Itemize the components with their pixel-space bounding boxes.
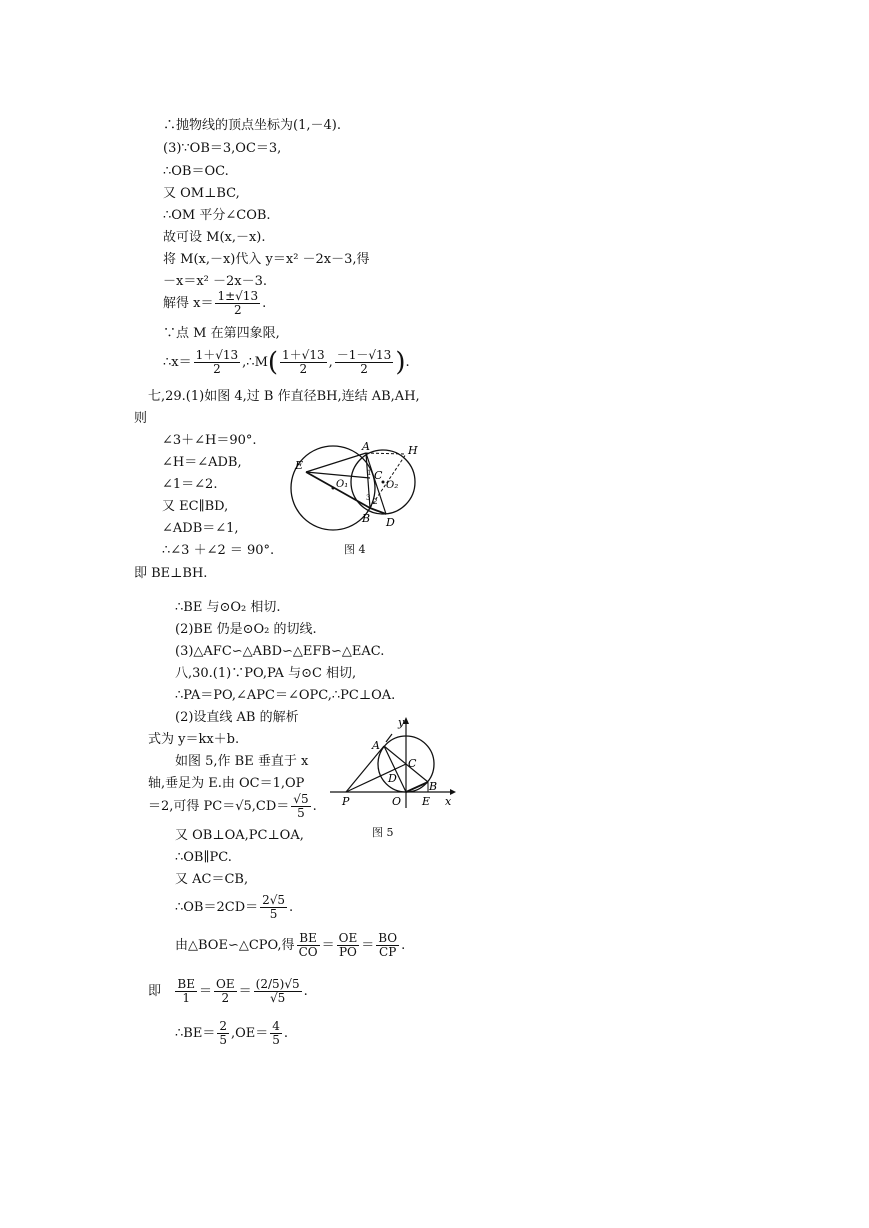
numerator: 1＋√13 [282, 348, 325, 362]
denominator: 2 [233, 303, 242, 317]
denominator: 2 [360, 362, 368, 376]
text-segment: . [312, 799, 317, 814]
text-line-pc-cd [148, 792, 317, 822]
text-line: 七,29.(1)如图 4,过 B 作直径BH,连结 AB,AH, [148, 389, 420, 404]
text-line: 将 M(x,－x)代入 y＝x² －2x－3,得 [163, 252, 370, 267]
numerator: 2√5 [262, 893, 286, 907]
text-segment: ,∴M [242, 355, 268, 370]
denominator: CP [379, 945, 397, 959]
text-segment: 解得 x＝ [163, 296, 214, 311]
angle-label-3: 3 [366, 494, 371, 502]
angle-label-1: 1 [367, 469, 372, 477]
figure-4-caption: 图 4 [344, 543, 366, 556]
denominator: 5 [297, 806, 305, 820]
numerator: BO [378, 931, 398, 945]
label-h: H [408, 444, 418, 457]
fraction [337, 932, 360, 959]
label-b: B [429, 780, 438, 793]
center-o1-dot [332, 487, 335, 490]
text-line: －x＝x² －2x－3. [163, 274, 268, 289]
numerator: √5 [293, 792, 309, 806]
label-y: y [398, 716, 405, 729]
text-line: 式为 y＝kx＋b. [148, 732, 240, 747]
denominator: PO [338, 945, 357, 959]
text-line: 轴,垂足为 E.由 OC＝1,OP [148, 776, 305, 791]
numerator: OE [216, 977, 235, 991]
text-segment: ,OE＝ [230, 1026, 269, 1041]
text-segment: ＝2,可得 PC＝√5,CD＝ [148, 799, 290, 814]
text-line: 则 [134, 411, 148, 426]
denominator: 5 [272, 1033, 280, 1047]
text-segment: . [401, 938, 406, 953]
text-line: ∠3＋∠H＝90°. [162, 433, 257, 448]
denominator: 5 [269, 907, 278, 921]
angle-label-2: 2 [373, 498, 378, 506]
text-line-result [175, 1018, 288, 1050]
fraction [270, 1020, 282, 1047]
fraction [217, 1020, 229, 1047]
figure-5-caption: 图 5 [372, 826, 394, 839]
denominator: 2 [299, 362, 308, 376]
segment-pc [346, 764, 406, 792]
text-line: 又 AC＝CB, [175, 872, 249, 887]
text-line: ∴∠3 ＋∠2 ＝ 90°. [162, 543, 275, 558]
numerator: (2/5)√5 [255, 977, 300, 991]
fraction [280, 349, 327, 376]
numerator: BE [177, 977, 195, 991]
text-segment: 由△BOE∽△CPO,得 [175, 938, 295, 953]
text-line-ratio [148, 972, 308, 1012]
text-line: ∴OB∥PC. [175, 850, 232, 865]
label-e: E [295, 459, 304, 472]
text-line: ∠1＝∠2. [162, 477, 218, 492]
text-segment: . [405, 355, 410, 370]
right-paren: ) [395, 347, 406, 378]
text-line: ∠ADB＝∠1, [162, 521, 239, 536]
figure-4-diagram [290, 436, 450, 536]
label-d: D [386, 516, 395, 529]
numerator: 2 [219, 1019, 227, 1033]
text-segment: , [328, 355, 333, 370]
left-paren: ( [267, 347, 279, 378]
label-c: C [408, 757, 417, 770]
label-o2: O₂ [386, 480, 399, 491]
text-segment: ∴x＝ [163, 355, 192, 370]
text-line: 又 EC∥BD, [162, 499, 229, 514]
text-line: 又 OM⊥BC, [163, 186, 240, 201]
text-line: (3)∵OB＝3,OC＝3, [163, 141, 282, 156]
figure-5-diagram [328, 712, 458, 812]
text-segment: ＝ [238, 984, 252, 999]
text-line-solve [163, 289, 266, 319]
numerator: 1±√13 [217, 289, 259, 303]
text-segment: ∴BE＝ [175, 1026, 216, 1041]
label-o1: O₁ [336, 479, 349, 490]
fraction [175, 978, 197, 1005]
text-segment: ＝ [361, 938, 375, 953]
text-line: (3)△AFC∽△ABD∽△EFB∽△EAC. [175, 644, 385, 659]
text-line: 即 BE⊥BH. [134, 566, 208, 581]
denominator: CO [298, 945, 318, 959]
text-line: ∴BE 与⊙O₂ 相切. [175, 600, 281, 615]
text-segment: . [262, 296, 267, 311]
text-segment: ＝ [199, 984, 213, 999]
label-a: A [372, 739, 380, 752]
text-line-similar [175, 930, 405, 962]
denominator: 5 [219, 1033, 227, 1047]
text-line-m-coords [163, 347, 410, 379]
text-segment: . [303, 984, 308, 999]
denominator: 2 [213, 362, 221, 376]
fraction [194, 349, 241, 376]
segment-ob [406, 782, 428, 792]
label-p: P [342, 795, 350, 808]
text-line: ∴OM 平分∠COB. [163, 208, 271, 223]
fraction [335, 349, 394, 376]
numerator: 1＋√13 [195, 348, 239, 362]
fraction [291, 793, 310, 820]
fraction [297, 932, 320, 959]
text-line: 八,30.(1)∵PO,PA 与⊙C 相切, [175, 666, 357, 681]
text-line: ∠H＝∠ADB, [162, 455, 242, 470]
text-line: ∵点 M 在第四象限, [163, 326, 280, 341]
text-line: (2)设直线 AB 的解析 [175, 710, 299, 725]
text-line: 如图 5,作 BE 垂直于 x [175, 754, 309, 769]
text-line: ∴抛物线的顶点坐标为(1,－4). [163, 118, 341, 133]
numerator: BE [297, 932, 320, 946]
label-a: A [362, 440, 370, 453]
numerator: 4 [272, 1019, 280, 1033]
denominator: 1 [182, 991, 191, 1005]
text-segment: ＝ [321, 938, 335, 953]
text-segment: 即 [148, 984, 162, 999]
fraction [214, 978, 237, 1005]
fraction [254, 978, 302, 1005]
text-line: 又 OB⊥OA,PC⊥OA, [175, 828, 304, 843]
text-line-ob [175, 892, 293, 924]
denominator: √5 [269, 991, 286, 1005]
label-c: C [374, 469, 383, 482]
text-segment: ∴OB＝2CD＝ [175, 900, 259, 915]
label-e: E [422, 795, 431, 808]
label-x: x [445, 795, 452, 808]
fraction [215, 290, 260, 317]
numerator: OE [338, 931, 358, 945]
text-line: (2)BE 仍是⊙O₂ 的切线. [175, 622, 317, 637]
text-segment: . [289, 900, 294, 915]
label-d: D [388, 772, 397, 785]
label-b: B [362, 512, 371, 525]
denominator: 2 [221, 991, 230, 1005]
fraction [376, 932, 399, 959]
label-o: O [392, 795, 402, 808]
text-line: 故可设 M(x,－x). [163, 230, 266, 245]
segment-ah [366, 453, 406, 454]
fraction [260, 894, 287, 921]
text-segment: . [283, 1026, 289, 1041]
text-line: ∴OB＝OC. [163, 164, 229, 179]
numerator: －1－√13 [336, 348, 392, 362]
text-line: ∴PA＝PO,∠APC＝∠OPC,∴PC⊥OA. [175, 688, 396, 703]
